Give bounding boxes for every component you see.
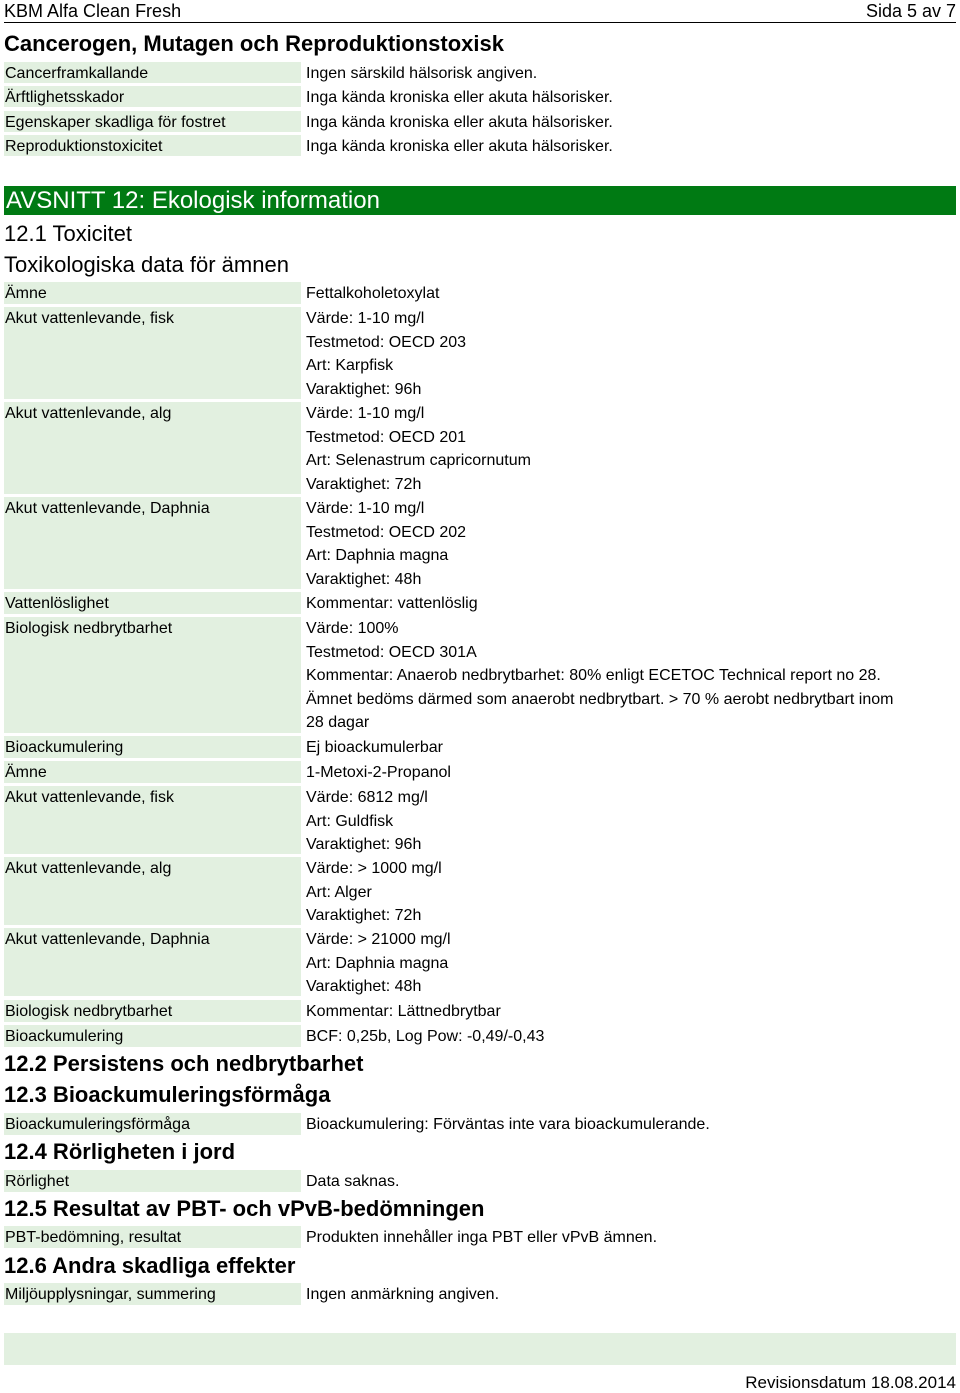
page-header [4,0,956,23]
tox-row [4,761,956,783]
row-label: Biologisk nedbrytbarhet [4,617,301,733]
row-label: Cancerframkallande [4,62,301,83]
row-value: Värde: > 21000 mg/l [306,931,451,948]
subsection-12-1-title: 12.1 Toxicitet [4,221,133,246]
page-number: Sida 5 av 7 [865,1,956,21]
tox-row [4,497,956,589]
row-value: Inga kända kroniska eller akuta hälsorisker. [306,138,613,155]
row-label: Egenskaper skadliga för fostret [4,111,301,132]
row-value: Värde: 100% [306,620,399,637]
tox-row [4,307,956,399]
tox-row [4,592,956,614]
tox-row [4,786,956,854]
row-label: Ämne [4,282,301,304]
row-value: Ej bioackumulerbar [306,739,443,756]
bottom-divider-band [4,1333,956,1365]
cmr-row [4,62,956,83]
product-name: KBM Alfa Clean Fresh [4,1,182,21]
row-value: Art: Karpfisk [306,357,394,375]
row-value: Varaktighet: 96h [306,380,422,398]
info-row [4,1170,956,1192]
row-note: Kommentar: Anaerob nedbrytbarhet: 80% enligt ECETOC Technical report no 28. Ämnet bedöms därmed som anaerobt nedbrytbart. > 70 % aerobt nedbrytbart inom 28 dagar [306,667,894,732]
row-label: Bioackumulering [4,1025,301,1047]
row-label: Akut vattenlevande, Daphnia [4,497,301,589]
row-value: Värde: 1-10 mg/l [306,500,425,517]
row-value: Värde: > 1000 mg/l [306,860,442,877]
subsection-12-2-title: 12.2 Persistens och nedbrytbarhet [4,1051,364,1076]
row-label: Akut vattenlevande, alg [4,857,301,925]
row-value: Värde: 6812 mg/l [306,789,428,806]
row-label: Reproduktionstoxicitet [4,135,301,156]
tox-row [4,617,956,733]
row-label: Vattenlöslighet [4,592,301,614]
tox-row [4,928,956,996]
subsection-12-5-title: 12.5 Resultat av PBT- och vPvB-bedömningen [4,1196,485,1221]
row-value: Ingen anmärkning angiven. [306,1286,500,1303]
cmr-row [4,135,956,156]
row-value: Art: Daphnia magna [306,547,449,565]
cmr-row [4,111,956,132]
tox-row [4,402,956,494]
row-value: Kommentar: vattenlöslig [306,595,478,612]
row-value: Inga kända kroniska eller akuta hälsorisker. [306,114,613,131]
row-value: BCF: 0,25b, Log Pow: -0,49/-0,43 [306,1028,545,1045]
cmr-title: Cancerogen, Mutagen och Reproduktionstoxisk [4,31,504,56]
row-value: 1-Metoxi-2-Propanol [306,764,451,781]
row-label: Bioackumuleringsförmåga [4,1113,301,1135]
row-value: Kommentar: Lättnedbrytbar [306,1003,501,1020]
row-label: Rörlighet [4,1170,301,1192]
row-value: Testmetod: OECD 203 [306,333,467,351]
row-value: Värde: 1-10 mg/l [306,310,425,327]
row-value: Ingen särskild hälsorisk angiven. [306,65,538,82]
row-label: Akut vattenlevande, alg [4,402,301,494]
row-label: Akut vattenlevande, Daphnia [4,928,301,996]
tox-row [4,282,956,304]
row-value: Varaktighet: 72h [306,907,422,925]
row-label: Ämne [4,761,301,783]
tox-row [4,1025,956,1047]
row-value: Varaktighet: 48h [306,570,422,588]
row-label: Ärftlighetsskador [4,86,301,107]
subsection-12-6-title: 12.6 Andra skadliga effekter [4,1253,296,1278]
info-row [4,1113,956,1135]
row-value: Testmetod: OECD 301A [306,643,477,661]
row-value: Varaktighet: 96h [306,836,422,854]
row-value: Bioackumulering: Förväntas inte vara bioackumulerande. [306,1116,710,1133]
row-label: Biologisk nedbrytbarhet [4,1000,301,1022]
info-row [4,1226,956,1248]
row-label: Akut vattenlevande, fisk [4,786,301,854]
row-value: Värde: 1-10 mg/l [306,405,425,422]
row-value: Art: Alger [306,883,372,901]
row-value: Varaktighet: 72h [306,475,422,493]
row-label: Akut vattenlevande, fisk [4,307,301,399]
row-value: Art: Daphnia magna [306,954,449,972]
subsection-12-3-title: 12.3 Bioackumuleringsförmåga [4,1082,331,1107]
row-value: Data saknas. [306,1173,400,1190]
row-value: Testmetod: OECD 201 [306,428,467,446]
row-value: Fettalkoholetoxylat [306,285,440,302]
subsection-12-4-title: 12.4 Rörligheten i jord [4,1139,236,1164]
tox-data-title: Toxikologiska data för ämnen [4,252,289,277]
tox-row [4,1000,956,1022]
revision-date: Revisionsdatum 18.08.2014 [745,1373,956,1392]
row-value: Produkten innehåller inga PBT eller vPvB ämnen. [306,1229,658,1246]
section-12-header: AVSNITT 12: Ekologisk information [4,186,956,215]
row-label: Bioackumulering [4,736,301,758]
row-value: Testmetod: OECD 202 [306,523,467,541]
row-label: Miljöupplysningar, summering [4,1283,301,1305]
row-value: Inga kända kroniska eller akuta hälsorisker. [306,89,613,106]
tox-row [4,736,956,758]
info-row [4,1283,956,1305]
row-value: Art: Selenastrum capricornutum [306,452,531,470]
row-value: Varaktighet: 48h [306,978,422,996]
cmr-row [4,86,956,107]
row-label: PBT-bedömning, resultat [4,1226,301,1248]
row-value: Art: Guldfisk [306,812,394,830]
tox-row [4,857,956,925]
